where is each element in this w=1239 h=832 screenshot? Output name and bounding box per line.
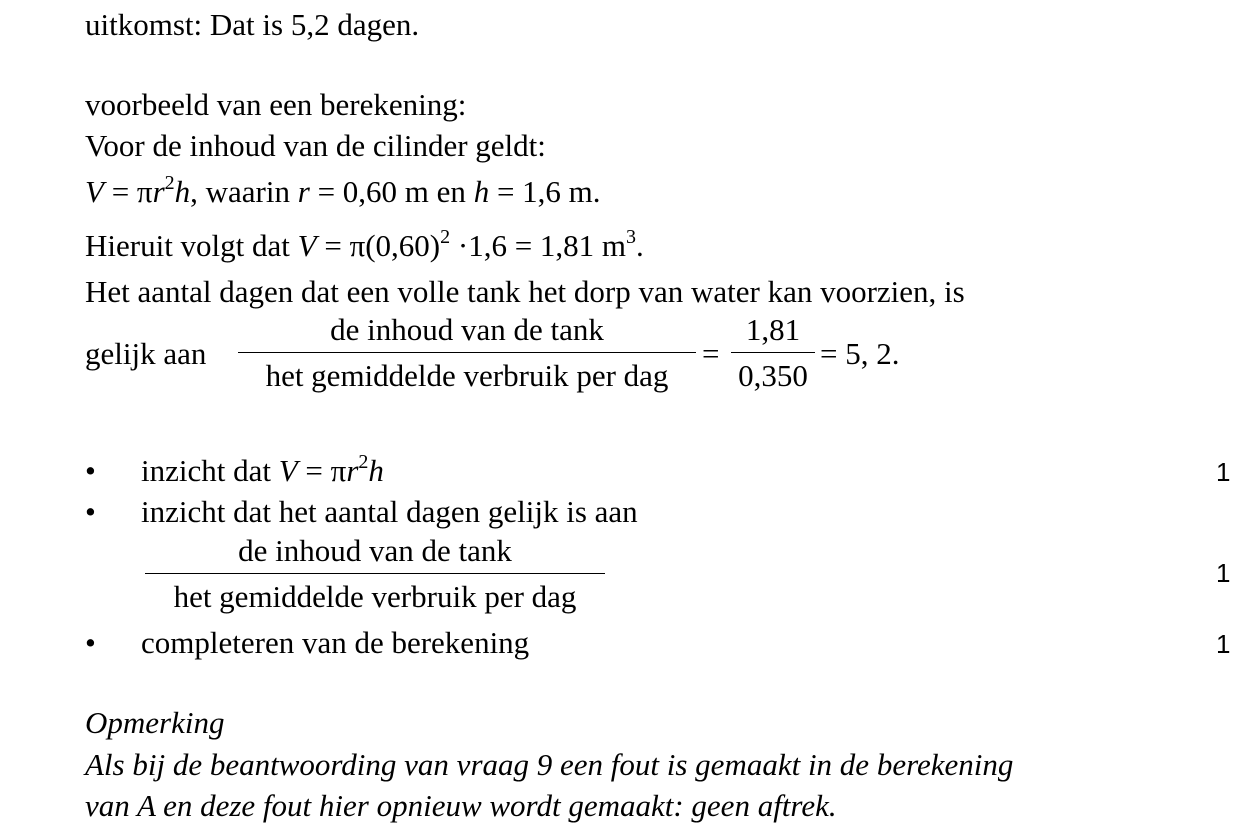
scoring-fraction — [145, 535, 605, 615]
scoring-fraction-bar — [145, 573, 605, 574]
var-v-2: V — [297, 228, 317, 263]
var-h-2: h — [473, 174, 490, 209]
remark-line-1: Als bij de beantwoording van vraag 9 een fout is gemaakt in de berekening — [85, 747, 1014, 782]
fraction-numerator: de inhoud van de tank — [330, 312, 604, 347]
eq-pi: = π — [103, 174, 153, 209]
scoring-item-1-text: inzicht dat — [141, 453, 279, 488]
exp-2: 2 — [164, 171, 175, 194]
outcome-line: uitkomst: Dat is 5,2 dagen. — [85, 7, 420, 42]
fraction-bar — [238, 352, 696, 353]
scoring-item-3-text: completeren van de berekening — [141, 625, 530, 660]
var-r: r — [152, 174, 165, 209]
r-value: = 0,60 m en — [309, 174, 474, 209]
formula-volume-line — [85, 171, 601, 209]
var-r-2: r — [297, 174, 310, 209]
remark-title: Opmerking — [85, 705, 225, 740]
period: . — [636, 228, 644, 263]
text-gelijk-aan: gelijk aan — [85, 336, 207, 371]
fraction-denominator: het gemiddelde verbruik per dag — [265, 358, 669, 393]
scoring-var-v: V — [278, 453, 298, 488]
fraction-values-denominator: 0,350 — [738, 358, 808, 393]
example-line-1: Voor de inhoud van de cilinder geldt: — [85, 128, 546, 163]
points-3: 1 — [1216, 629, 1231, 659]
text-hieruit: Hieruit volgt dat — [85, 228, 298, 263]
equals-sign: = — [702, 336, 720, 371]
volume-value: ·1,6 = 1,81 m — [450, 228, 627, 263]
scoring-var-r: r — [346, 453, 359, 488]
example-heading: voorbeeld van een berekening: — [85, 87, 467, 122]
scoring-var-h: h — [368, 453, 384, 488]
fraction-values-numerator: 1,81 — [745, 312, 801, 347]
scoring-item-1 — [141, 450, 384, 488]
fraction-values — [731, 314, 815, 394]
scoring-fraction-denominator: het gemiddelde verbruik per dag — [173, 579, 577, 614]
points-2: 1 — [1216, 558, 1231, 588]
scoring-exp-2: 2 — [358, 450, 369, 473]
remark-line-2: van A en deze fout hier opnieuw wordt gemaakt: geen aftrek. — [85, 788, 837, 823]
volume-expr: = π(0,60) — [316, 228, 441, 263]
var-h: h — [174, 174, 191, 209]
fraction-values-bar — [731, 352, 815, 353]
scoring-item-2-text: inzicht dat het aantal dagen gelijk is aan — [141, 494, 638, 529]
fraction-days — [238, 314, 696, 394]
volume-result-line — [85, 225, 644, 263]
var-v: V — [85, 174, 104, 209]
scoring-fraction-numerator: de inhoud van de tank — [238, 533, 512, 568]
bullet-1: • — [85, 453, 96, 488]
exp-2b: 2 — [440, 225, 451, 248]
bullet-2: • — [85, 494, 96, 529]
result-value: = 5, 2. — [820, 336, 900, 371]
exp-3: 3 — [626, 225, 637, 248]
scoring-eq-pi: = π — [297, 453, 347, 488]
points-1: 1 — [1216, 457, 1231, 487]
bullet-3: • — [85, 625, 96, 660]
example-line-4: Het aantal dagen dat een volle tank het dorp van water kan voorzien, is — [85, 274, 965, 309]
h-value: = 1,6 m. — [489, 174, 601, 209]
text-waarin: , waarin — [190, 174, 298, 209]
